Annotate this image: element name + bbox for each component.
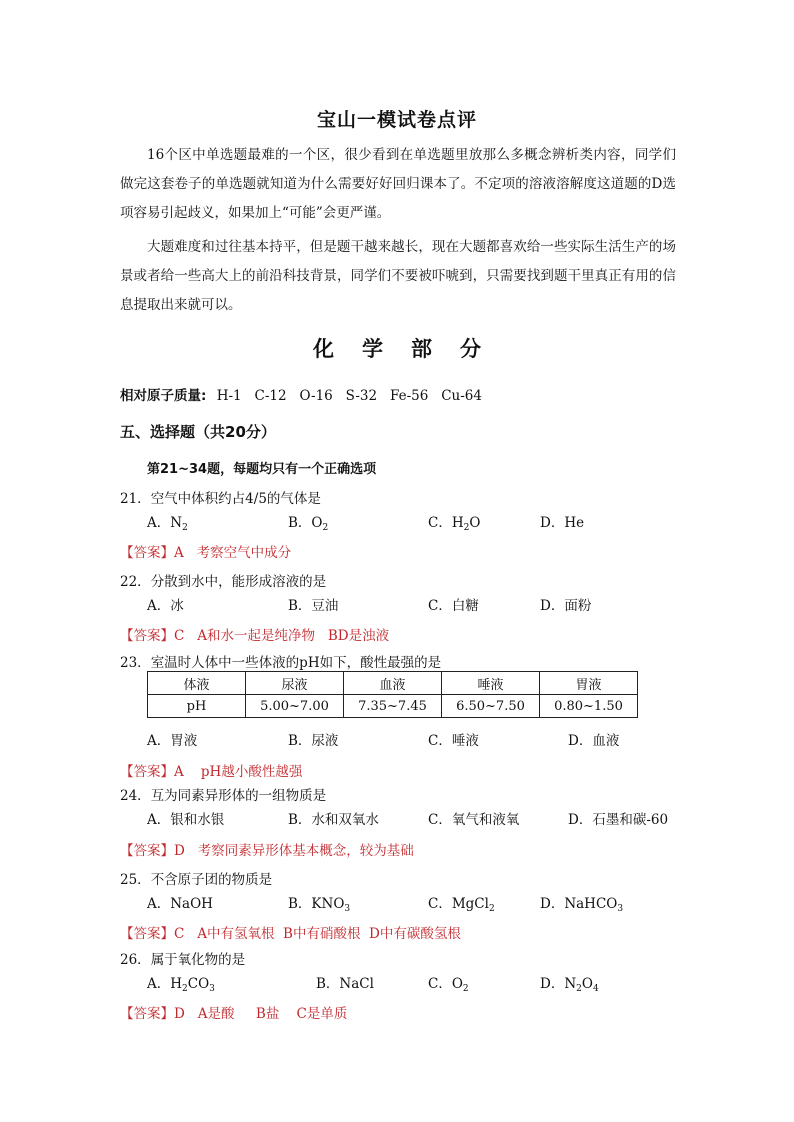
option-c: C．白糖: [428, 598, 479, 614]
option-c: [428, 511, 480, 531]
option-text-tail: O: [581, 976, 593, 992]
question-number: 26．: [120, 952, 151, 968]
subscript: 2: [322, 523, 329, 533]
question-21: [120, 487, 321, 507]
question-stem: 室温时人体中一些体液的pH如下，酸性最强的是: [150, 655, 442, 671]
question-stem: 属于氧化物的是: [150, 952, 246, 968]
option-text: A．N: [147, 515, 183, 531]
option-text: C．O: [428, 976, 463, 992]
option-b: B．豆油: [288, 598, 339, 614]
question-stem: 空气中体积约占4/5的气体是: [150, 491, 321, 507]
intro-paragraph-2: [120, 233, 676, 320]
option-text: B．O: [288, 515, 323, 531]
subscript: 2: [576, 984, 582, 994]
answer-24: 【答案】D 考察同素异形体基本概念，较为基础: [120, 843, 414, 859]
option-b: [288, 511, 328, 531]
question-number: 23．: [120, 655, 151, 671]
option-text: C．H: [428, 515, 464, 531]
question-number: 22．: [120, 574, 151, 590]
option-d: [540, 511, 584, 531]
question-stem: 分散到水中，能形成溶液的是: [150, 574, 327, 590]
option-a: A．冰: [147, 598, 184, 614]
option-c: C．唾液: [428, 733, 479, 749]
section-title: 化学部分: [313, 337, 509, 361]
option-a: A．NaOH: [147, 896, 213, 912]
option-d: D．血液: [568, 733, 620, 749]
subscript: 2: [182, 523, 188, 533]
option-c: [428, 972, 469, 992]
part-heading: 五、选择题（共20分）: [120, 423, 276, 441]
subscript: 2: [463, 523, 470, 533]
table-cell: 0.80~1.50: [540, 695, 638, 718]
option-text: D．N: [540, 976, 577, 992]
table-header-cell: 血液: [344, 672, 442, 695]
option-c: C．氧气和液氧: [428, 812, 520, 828]
option-b: B．尿液: [288, 733, 339, 749]
answer-21: 【答案】A 考察空气中成分: [120, 545, 292, 561]
question-number: 25．: [120, 872, 151, 888]
option-a: A．胃液: [147, 733, 198, 749]
question-stem: 互为同素异形体的一组物质是: [150, 788, 327, 804]
question-25: [120, 868, 272, 888]
option-d: D．面粉: [540, 598, 592, 614]
option-text: D．NaHCO: [540, 896, 618, 912]
option-text: C．MgCl: [428, 896, 489, 912]
table-row: [148, 695, 638, 718]
option-d: D．石墨和碳-60: [568, 812, 669, 828]
table-header-cell: 唾液: [442, 672, 540, 695]
subscript: 2: [182, 984, 188, 994]
subscript: 3: [209, 984, 215, 994]
instruction: 第21~34题，每题均只有一个正确选项: [147, 462, 377, 477]
subscript: 2: [462, 984, 469, 994]
option-text-tail: O: [469, 515, 481, 531]
atomic-mass-line: [120, 384, 482, 404]
question-24: [120, 784, 326, 804]
table-header-cell: 胃液: [540, 672, 638, 695]
intro-text-2: 大题难度和过往基本持平，但是题干越来越长，现在大题都喜欢给一些实际生活生产的场景或者给一些高大上的前沿科技背景，同学们不要被吓唬到，只需要找到题干里真正有用的信息提取出来就可以。: [120, 239, 676, 313]
subscript: 3: [617, 904, 624, 914]
table-cell: pH: [148, 695, 246, 718]
option-text: B．KNO: [288, 896, 345, 912]
option-d: [540, 972, 599, 992]
table-header-row: [148, 672, 638, 695]
option-text: D．He: [540, 515, 585, 531]
answer-26: 【答案】D A是酸 B盐 C是单质: [120, 1006, 348, 1022]
question-number: 24．: [120, 788, 151, 804]
option-text: A．H: [147, 976, 183, 992]
question-26: [120, 948, 245, 968]
atomic-mass-label: 相对原子质量:: [120, 388, 207, 404]
option-b: B．NaCl: [316, 976, 374, 992]
option-b: B．水和双氧水: [288, 812, 379, 828]
subscript: 3: [344, 904, 351, 914]
table-cell: 7.35~7.45: [344, 695, 442, 718]
option-c: [428, 892, 495, 912]
table-header-cell: 尿液: [246, 672, 344, 695]
option-d: [540, 892, 623, 912]
page-title: 宝山一模试卷点评: [316, 109, 477, 131]
option-text-tail: CO: [187, 976, 210, 992]
option-a: [147, 511, 188, 531]
question-stem: 不含原子团的物质是: [150, 872, 273, 888]
question-number: 21．: [120, 491, 151, 507]
subscript: 2: [488, 904, 495, 914]
intro-text-1: 16个区中单选题最难的一个区，很少看到在单选题里放那么多概念辨析类内容，同学们做完这套卷子的单选题就知道为什么需要好好回归课本了。不定项的溶液溶解度这道题的D选项容易引起歧义，如果加上“可能”会更严谨。: [120, 147, 676, 221]
answer-22: 【答案】C A和水一起是纯净物 BD是浊液: [120, 628, 390, 644]
ph-table: [147, 671, 638, 718]
table-cell: 5.00~7.00: [246, 695, 344, 718]
question-22: [120, 570, 326, 590]
intro-paragraph-1: [120, 141, 676, 228]
option-a: [147, 972, 215, 992]
subscript: 4: [592, 984, 599, 994]
table-header-cell: 体液: [148, 672, 246, 695]
atomic-mass-values: H-1 C-12 O-16 S-32 Fe-56 Cu-64: [216, 388, 482, 404]
table-cell: 6.50~7.50: [442, 695, 540, 718]
option-b: [288, 892, 350, 912]
option-a: A．银和水银: [147, 812, 225, 828]
question-23: [120, 651, 441, 671]
answer-25: 【答案】C A中有氢氧根 B中有硝酸根 D中有碳酸氢根: [120, 926, 461, 942]
answer-23: 【答案】A pH越小酸性越强: [120, 764, 303, 780]
